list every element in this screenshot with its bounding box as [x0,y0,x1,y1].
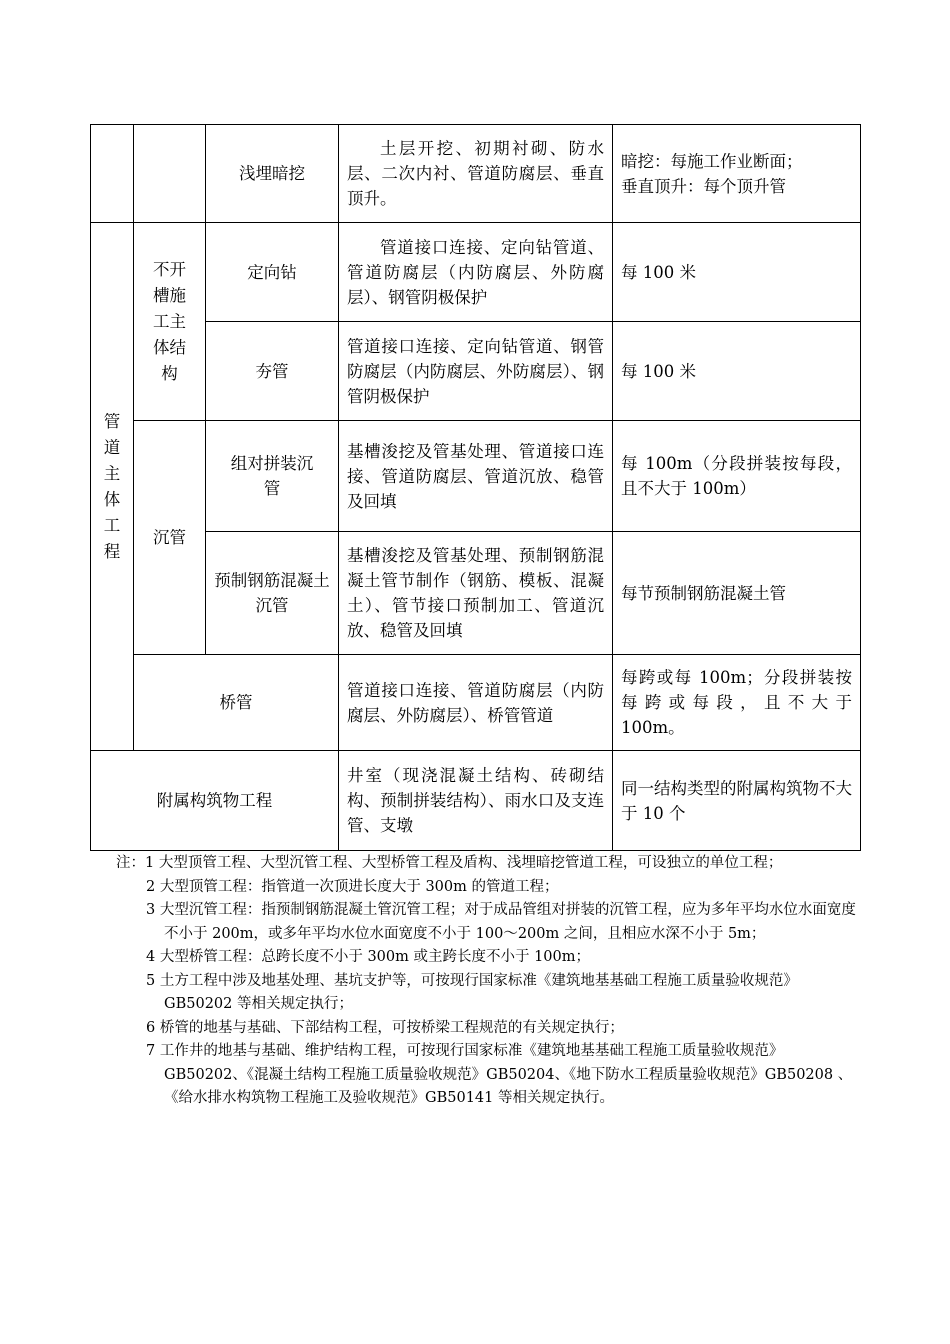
note-item: 3 大型沉管工程：指预制钢筋混凝土管沉管工程；对于成品管组对拼装的沉管工程，应为多年平均水位水面宽度不小于 200m，或多年平均水位水面宽度不小于 100～200m 之间，且相应水深不小于 5m； [146,902,856,942]
content-cell: 土层开挖、初期衬砌、防水层、二次内衬、管道防腐层、垂直顶升。 [339,125,613,223]
note-item: 2 大型顶管工程：指管道一次顶进长度大于 300m 的管道工程； [146,878,559,895]
note-item: 4 大型桥管工程：总跨长度不小于 300m 或主跨长度不小于 100m； [146,949,591,965]
item-label: 预制钢筋混凝土沉管 [214,571,330,615]
item-cell: 桥管 [134,655,339,751]
unit-cell: 每节预制钢筋混凝土管 [613,532,861,655]
content-cell: 基槽浚挖及管基处理、预制钢筋混凝土管节制作（钢筋、模板、混凝土）、管节接口预制加工、管道沉放、稳管及回填 [339,532,613,655]
item-cell: 浅埋暗挖 [206,125,339,223]
note-item: 5 土方工程中涉及地基处理、基坑支护等，可按现行国家标准《建筑地基基础工程施工质量验收规范》GB50202 等相关规定执行； [146,972,798,1012]
empty-cell [91,125,134,223]
unit-line: 垂直顶升：每个顶升管 [621,176,786,196]
note-item: 注：1 大型顶管工程、大型沉管工程、大型桥管工程及盾构、浅埋暗挖管道工程，可设独立的单位工程； [116,855,783,871]
table-row [91,322,861,421]
item-cell: 夯管 [206,322,339,421]
content-cell: 管道接口连接、管道防腐层（内防腐层、外防腐层）、桥管管道 [339,655,613,751]
unit-cell: 每 100 米 [613,322,861,421]
category-cell [91,223,134,751]
content-cell: 基槽浚挖及管基处理、管道接口连接、管道防腐层、管道沉放、稳管及回填 [339,421,613,532]
unit-line: 暗挖：每施工作业断面； [621,151,803,171]
content-cell: 管道接口连接、定向钻管道、钢管防腐层（内防腐层、外防腐层）、钢管阴极保护 [339,322,613,421]
table-row [91,655,861,751]
table-row [91,532,861,655]
category-label: 管道主体工程 [103,411,121,561]
table-row [91,125,861,223]
empty-cell [134,125,206,223]
unit-cell [613,125,861,223]
note-item: 6 桥管的地基与基础、下部结构工程，可按桥梁工程规范的有关规定执行； [146,1019,624,1036]
item-cell: 定向钻 [206,223,339,322]
group-cell: 沉管 [134,421,206,655]
notes-section [116,852,856,1111]
item-cell [206,532,339,655]
table-row [91,421,861,532]
unit-cell: 每跨或每 100m；分段拼装按每跨或每段，且不大于 100m。 [613,655,861,751]
note-item: 7 工作井的地基与基础、维护结构工程，可按现行国家标准《建筑地基基础工程施工质量验收规范》GB50202、《混凝土结构工程施工质量验收规范》GB50204、《地下防水工程质量验收规范》GB50208 、《给水排水构筑物工程施工及验收规范》GB50141 等相关规定执行。 [146,1043,853,1106]
unit-cell: 同一结构类型的附属构筑物不大于 10 个 [613,751,861,851]
division-table [90,124,861,851]
group-cell [134,223,206,421]
unit-cell: 每 100 米 [613,223,861,322]
content-cell: 井室（现浇混凝土结构、砖砌结构、预制拼装结构）、雨水口及支连管、支墩 [339,751,613,851]
table-row [91,751,861,851]
unit-cell: 每 100m（分段拼装按每段，且不大于 100m） [613,421,861,532]
content-cell: 管道接口连接、定向钻管道、管道防腐层（内防腐层、外防腐层）、钢管阴极保护 [339,223,613,322]
table-row [91,223,861,322]
category-cell: 附属构筑物工程 [91,751,339,851]
item-label: 组对拼装沉管 [230,454,314,498]
item-cell [206,421,339,532]
group-label: 不开槽施工主体结构 [153,259,186,383]
